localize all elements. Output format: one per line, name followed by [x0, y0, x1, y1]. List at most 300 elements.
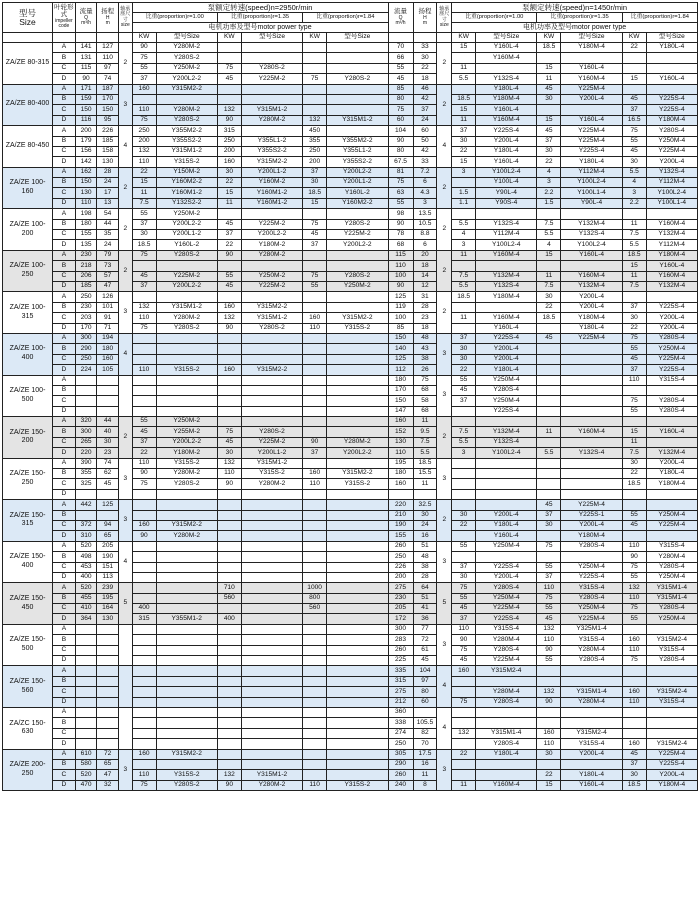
- kw-b-1450-cell: 15: [537, 115, 561, 125]
- kw-c-cell: 90: [303, 437, 327, 447]
- head-1450-cell: 24: [413, 115, 437, 125]
- flow-1450-cell: 205: [388, 604, 413, 614]
- flow-cell: 179: [75, 136, 97, 146]
- kw-a-cell: [132, 385, 156, 395]
- head-1450-cell: 31: [413, 292, 437, 302]
- type-header: 型号Size: [156, 33, 217, 43]
- type-b-cell: [241, 126, 302, 136]
- kw-c-cell: [303, 656, 327, 666]
- type-a-cell: Y160M1-2: [156, 188, 217, 198]
- kw-c-1450-cell: 75: [622, 126, 646, 136]
- type-a-cell: [156, 624, 217, 634]
- kw-a-cell: 110: [132, 313, 156, 323]
- flow-column-header-2: [388, 3, 413, 33]
- impeller-cell: C: [53, 146, 76, 156]
- impeller-cell: A: [53, 250, 76, 260]
- head-1450-cell: 18.5: [413, 458, 437, 468]
- flow-cell: 131: [75, 53, 97, 63]
- impeller-cell: B: [53, 302, 76, 312]
- model-cell: ZA/ZE 100-400: [3, 333, 53, 375]
- kw-a-1450-cell: [452, 209, 476, 219]
- flow-cell: 155: [75, 230, 97, 240]
- flow-cell: 200: [75, 126, 97, 136]
- head-1450-cell: 20: [413, 250, 437, 260]
- type-b-cell: Y180M-2: [241, 240, 302, 250]
- impeller-cell: B: [53, 219, 76, 229]
- impeller-cell: A: [53, 417, 76, 427]
- model-cell: ZA/ZE 80-450: [3, 126, 53, 168]
- kw-a-1450-cell: [452, 759, 476, 769]
- head-cell: 105: [97, 365, 119, 375]
- type-c-1450-cell: Y315S-4: [646, 541, 697, 551]
- type-c-cell: [327, 583, 388, 593]
- flow-cell: 470: [75, 780, 97, 790]
- kw-b-1450-cell: 55: [537, 656, 561, 666]
- type-a-1450-cell: Y180L-4: [476, 84, 537, 94]
- type-b-cell: Y280S-2: [241, 63, 302, 73]
- kw-c-cell: [303, 354, 327, 364]
- head-1450-cell: 6: [413, 240, 437, 250]
- kw-b-cell: [217, 687, 241, 697]
- impeller-cell: B: [53, 385, 76, 395]
- type-a-1450-cell: Y200L-4: [476, 354, 537, 364]
- type-c-1450-cell: Y200L-4: [646, 323, 697, 333]
- kw-c-1450-cell: 55: [622, 510, 646, 520]
- model-cell: ZA/ZE 150-315: [3, 500, 53, 542]
- head-1450-cell: 8: [413, 780, 437, 790]
- type-a-cell: Y200L2-2: [156, 74, 217, 84]
- flow-1450-cell: 240: [388, 780, 413, 790]
- type-c-1450-cell: Y225M-4: [646, 749, 697, 759]
- table-row: [3, 510, 698, 520]
- kw-b-cell: [217, 53, 241, 63]
- head-header-cn: 扬程: [101, 7, 115, 15]
- kw-a-cell: [132, 572, 156, 582]
- type-b-1450-cell: [561, 666, 622, 676]
- kw-a-cell: 250: [132, 126, 156, 136]
- type-c-1450-cell: Y225S-4: [646, 302, 697, 312]
- type-a-1450-cell: Y180L-4: [476, 365, 537, 375]
- impeller-cell: A: [53, 43, 76, 53]
- flow-1450-cell: 80: [388, 94, 413, 104]
- head-cell: 24: [97, 178, 119, 188]
- type-b-cell: Y160M1-2: [241, 198, 302, 208]
- head-1450-cell: 30: [413, 53, 437, 63]
- kw-b-cell: [217, 759, 241, 769]
- kw-b-1450-cell: 55: [537, 604, 561, 614]
- kw-b-1450-cell: 30: [537, 94, 561, 104]
- impeller-cell: B: [53, 344, 76, 354]
- kw-c-cell: [303, 105, 327, 115]
- type-a-cell: Y132S2-2: [156, 198, 217, 208]
- kw-c-1450-cell: 22: [622, 43, 646, 53]
- type-a-1450-cell: Y225S-4: [476, 126, 537, 136]
- table-row: [3, 198, 698, 208]
- kw-a-cell: [132, 708, 156, 718]
- kw-a-1450-cell: 160: [452, 666, 476, 676]
- type-c-cell: [327, 417, 388, 427]
- type-a-1450-cell: Y180L-4: [476, 146, 537, 156]
- head-cell: 54: [97, 209, 119, 219]
- table-row: [3, 541, 698, 551]
- head-1450-cell: 38: [413, 562, 437, 572]
- model-header-cn: 型号: [19, 8, 37, 18]
- type-b-1450-cell: Y160L-4: [561, 250, 622, 260]
- flow-cell: 142: [75, 157, 97, 167]
- kw-a-cell: 110: [132, 157, 156, 167]
- proportion-c-header-2: 比重(proportion)r=1.84: [622, 13, 697, 23]
- type-b-1450-cell: [561, 469, 622, 479]
- table-row: [3, 219, 698, 229]
- type-c-1450-cell: [646, 385, 697, 395]
- type-c-1450-cell: Y250M-4: [646, 136, 697, 146]
- table-row: [3, 469, 698, 479]
- type-a-1450-cell: Y132M-4: [476, 271, 537, 281]
- kw-b-cell: 45: [217, 437, 241, 447]
- type-b-cell: Y355S2-2: [241, 146, 302, 156]
- head-cell: 23: [97, 448, 119, 458]
- type-c-1450-cell: Y225M-4: [646, 520, 697, 530]
- kw-a-cell: 200: [132, 136, 156, 146]
- kw-a-cell: [132, 333, 156, 343]
- flow-cell: 325: [75, 479, 97, 489]
- kw-b-1450-cell: 22: [537, 157, 561, 167]
- kw-a-cell: [132, 728, 156, 738]
- type-a-cell: Y280S-2: [156, 115, 217, 125]
- type-header: 型号Size: [476, 33, 537, 43]
- flow-1450-cell: 119: [388, 302, 413, 312]
- head-1450-cell: 16: [413, 531, 437, 541]
- head-cell: 195: [97, 593, 119, 603]
- table-row: [3, 136, 698, 146]
- table-row: [3, 520, 698, 530]
- head-cell: 205: [97, 541, 119, 551]
- type-c-1450-cell: Y160L-4: [646, 261, 697, 271]
- flow-cell: 410: [75, 604, 97, 614]
- head-cell: [97, 718, 119, 728]
- type-c-cell: [327, 520, 388, 530]
- kw-a-1450-cell: 11: [452, 250, 476, 260]
- kw-a-1450-cell: [452, 531, 476, 541]
- kw-a-cell: [132, 593, 156, 603]
- kw-a-1450-cell: [452, 770, 476, 780]
- type-c-cell: [327, 770, 388, 780]
- type-a-1450-cell: Y250M-4: [476, 541, 537, 551]
- kw-b-cell: 160: [217, 157, 241, 167]
- kw-b-1450-cell: [537, 209, 561, 219]
- head-cell: [97, 697, 119, 707]
- type-a-cell: [156, 344, 217, 354]
- type-b-cell: [241, 53, 302, 63]
- flow-cell: [75, 728, 97, 738]
- kw-b-cell: 132: [217, 458, 241, 468]
- type-a-1450-cell: Y160L-4: [476, 105, 537, 115]
- kw-c-cell: 355: [303, 136, 327, 146]
- head-header-sym: H: [105, 14, 110, 21]
- type-c-1450-cell: [646, 500, 697, 510]
- kw-a-1450-cell: 5.5: [452, 74, 476, 84]
- blank-header-cell: [388, 33, 413, 43]
- blank-header-cell: [53, 33, 76, 43]
- kw-a-1450-cell: [452, 417, 476, 427]
- type-b-cell: Y200L1-2: [241, 167, 302, 177]
- head-1450-cell: 17.5: [413, 749, 437, 759]
- table-row: [3, 458, 698, 468]
- size-header-cn: 轴承座尺寸: [120, 6, 131, 23]
- table-row: [3, 292, 698, 302]
- type-a-cell: Y280S-2: [156, 323, 217, 333]
- type-c-1450-cell: Y280S-4: [646, 406, 697, 416]
- kw-header: KW: [452, 33, 476, 43]
- head-cell: 65: [97, 759, 119, 769]
- type-b-1450-cell: [561, 437, 622, 447]
- kw-a-cell: 75: [132, 53, 156, 63]
- head-cell: 73: [97, 261, 119, 271]
- type-b-cell: [241, 292, 302, 302]
- head-1450-cell: 60: [413, 126, 437, 136]
- type-c-1450-cell: Y315S-4: [646, 697, 697, 707]
- impeller-cell: D: [53, 157, 76, 167]
- kw-b-1450-cell: 4: [537, 240, 561, 250]
- head-1450-cell: 16: [413, 759, 437, 769]
- type-b-cell: [241, 728, 302, 738]
- type-c-cell: Y200L1-2: [327, 178, 388, 188]
- kw-b-cell: 22: [217, 178, 241, 188]
- kw-b-cell: [217, 552, 241, 562]
- type-c-1450-cell: Y225M-4: [646, 354, 697, 364]
- impeller-cell: B: [53, 510, 76, 520]
- type-b-cell: Y315M1-2: [241, 105, 302, 115]
- table-row: [3, 333, 698, 343]
- kw-b-cell: 160: [217, 302, 241, 312]
- head-1450-cell: 24: [413, 520, 437, 530]
- kw-c-1450-cell: 7.5: [622, 281, 646, 291]
- impeller-cell: C: [53, 437, 76, 447]
- table-row: [3, 614, 698, 624]
- type-a-1450-cell: [476, 209, 537, 219]
- head-cell: 62: [97, 469, 119, 479]
- type-c-1450-cell: Y280S-4: [646, 562, 697, 572]
- type-c-1450-cell: [646, 718, 697, 728]
- kw-a-cell: [132, 687, 156, 697]
- kw-b-1450-cell: 15: [537, 780, 561, 790]
- kw-c-cell: [303, 739, 327, 749]
- kw-c-1450-cell: 30: [622, 313, 646, 323]
- type-c-cell: [327, 604, 388, 614]
- kw-a-1450-cell: [452, 718, 476, 728]
- kw-c-1450-cell: [622, 728, 646, 738]
- type-c-cell: Y280S-2: [327, 74, 388, 84]
- kw-c-1450-cell: 37: [622, 302, 646, 312]
- table-row: [3, 271, 698, 281]
- kw-a-1450-cell: 1.5: [452, 188, 476, 198]
- kw-c-cell: [303, 572, 327, 582]
- kw-a-cell: 22: [132, 448, 156, 458]
- impeller-cell: A: [53, 749, 76, 759]
- type-a-1450-cell: Y160L-4: [476, 531, 537, 541]
- kw-a-cell: [132, 697, 156, 707]
- type-b-1450-cell: [561, 385, 622, 395]
- flow-1450-cell: 210: [388, 510, 413, 520]
- head-cell: [97, 385, 119, 395]
- kw-b-1450-cell: 75: [537, 593, 561, 603]
- kw-b-cell: [217, 510, 241, 520]
- impeller-cell: D: [53, 780, 76, 790]
- head-cell: 164: [97, 604, 119, 614]
- flow-header-cn: 流量: [79, 7, 93, 15]
- kw-b-1450-cell: 11: [537, 74, 561, 84]
- type-b-cell: [241, 718, 302, 728]
- type-a-1450-cell: Y280M-4: [476, 687, 537, 697]
- type-b-cell: [241, 572, 302, 582]
- table-row: [3, 562, 698, 572]
- type-b-cell: Y315S-2: [241, 469, 302, 479]
- type-a-1450-cell: Y132S-4: [476, 219, 537, 229]
- kw-c-cell: 37: [303, 167, 327, 177]
- kw-a-cell: 90: [132, 43, 156, 53]
- flow-cell: [75, 645, 97, 655]
- flow-cell: [75, 687, 97, 697]
- type-a-cell: Y315M2-2: [156, 749, 217, 759]
- table-row: [3, 74, 698, 84]
- flow-1450-cell: 290: [388, 759, 413, 769]
- type-a-cell: [156, 759, 217, 769]
- blank-header-cell: [75, 33, 97, 43]
- type-c-1450-cell: Y315M1-4: [646, 593, 697, 603]
- type-b-1450-cell: [561, 354, 622, 364]
- flow-1450-cell: 75: [388, 105, 413, 115]
- head-1450-cell: 33: [413, 157, 437, 167]
- kw-c-1450-cell: 160: [622, 739, 646, 749]
- kw-c-cell: 132: [303, 115, 327, 125]
- type-a-cell: Y160L-2: [156, 240, 217, 250]
- type-c-1450-cell: [646, 417, 697, 427]
- head-1450-cell: 36: [413, 614, 437, 624]
- kw-c-cell: [303, 385, 327, 395]
- impeller-cell: B: [53, 635, 76, 645]
- type-a-cell: [156, 261, 217, 271]
- type-a-1450-cell: Y180L-4: [476, 520, 537, 530]
- type-c-cell: [327, 250, 388, 260]
- type-b-1450-cell: [561, 552, 622, 562]
- type-a-1450-cell: Y160M-4: [476, 250, 537, 260]
- type-c-1450-cell: Y315S-4: [646, 645, 697, 655]
- type-b-1450-cell: Y132M-4: [561, 219, 622, 229]
- type-b-cell: Y280M-2: [241, 250, 302, 260]
- head-1450-cell: 18: [413, 323, 437, 333]
- impeller-cell: B: [53, 136, 76, 146]
- head-cell: 74: [97, 74, 119, 84]
- type-c-1450-cell: Y315M2-4: [646, 739, 697, 749]
- flow-1450-cell: 225: [388, 656, 413, 666]
- kw-b-1450-cell: 4: [537, 167, 561, 177]
- kw-a-cell: 110: [132, 365, 156, 375]
- flow-1450-cell: 104: [388, 126, 413, 136]
- kw-b-cell: 75: [217, 63, 241, 73]
- type-a-cell: [156, 562, 217, 572]
- type-a-cell: Y280M-2: [156, 105, 217, 115]
- type-b-1450-cell: Y180M-4: [561, 43, 622, 53]
- bearing-size-cell-1450: 2: [437, 417, 452, 459]
- kw-c-cell: [303, 770, 327, 780]
- kw-c-cell: [303, 261, 327, 271]
- kw-a-1450-cell: 5.5: [452, 219, 476, 229]
- kw-c-cell: [303, 708, 327, 718]
- head-cell: 47: [97, 281, 119, 291]
- type-b-1450-cell: Y112M-4: [561, 167, 622, 177]
- kw-c-1450-cell: 22: [622, 469, 646, 479]
- impeller-cell: B: [53, 718, 76, 728]
- kw-c-cell: 1000: [303, 583, 327, 593]
- table-row: [3, 593, 698, 603]
- head-1450-cell: 50: [413, 136, 437, 146]
- type-a-cell: [156, 593, 217, 603]
- type-b-cell: [241, 676, 302, 686]
- kw-a-1450-cell: 5.5: [452, 281, 476, 291]
- table-row: [3, 344, 698, 354]
- head-1450-cell: 23: [413, 313, 437, 323]
- kw-c-1450-cell: 45: [622, 354, 646, 364]
- type-c-cell: [327, 676, 388, 686]
- type-c-cell: [327, 759, 388, 769]
- impeller-header-cn: 叶轮形式: [54, 4, 74, 19]
- flow-1450-cell: [388, 489, 413, 499]
- blank-header-cell: [3, 33, 53, 43]
- kw-b-1450-cell: [537, 375, 561, 385]
- type-b-1450-cell: Y180M-4: [561, 313, 622, 323]
- bearing-size-cell: [118, 375, 132, 417]
- type-a-1450-cell: [476, 63, 537, 73]
- kw-c-1450-cell: 37: [622, 365, 646, 375]
- flow-1450-cell: 78: [388, 230, 413, 240]
- kw-c-1450-cell: 7.5: [622, 230, 646, 240]
- type-c-1450-cell: Y180M-4: [646, 250, 697, 260]
- flow-cell: [75, 676, 97, 686]
- bearing-size-cell: 4: [118, 126, 132, 168]
- flow-cell: 130: [75, 188, 97, 198]
- type-c-1450-cell: Y160M-4: [646, 271, 697, 281]
- head-1450-cell: 48: [413, 552, 437, 562]
- type-b-cell: Y160M-2: [241, 178, 302, 188]
- table-row: [3, 178, 698, 188]
- flow-header-unit: m³/h: [81, 19, 92, 26]
- head-cell: 72: [97, 749, 119, 759]
- flow-1450-cell: 260: [388, 541, 413, 551]
- flow-cell: 520: [75, 541, 97, 551]
- head-cell: 151: [97, 562, 119, 572]
- type-b-cell: [241, 333, 302, 343]
- kw-a-cell: 55: [132, 209, 156, 219]
- table-row: [3, 146, 698, 156]
- kw-b-cell: [217, 718, 241, 728]
- kw-a-cell: 22: [132, 167, 156, 177]
- kw-c-cell: [303, 531, 327, 541]
- kw-a-cell: [132, 375, 156, 385]
- kw-a-cell: [132, 759, 156, 769]
- kw-c-cell: 110: [303, 479, 327, 489]
- kw-c-1450-cell: [622, 624, 646, 634]
- flow-cell: [75, 697, 97, 707]
- kw-c-1450-cell: [622, 84, 646, 94]
- impeller-cell: D: [53, 614, 76, 624]
- head-cell: 194: [97, 333, 119, 343]
- table-row: [3, 739, 698, 749]
- kw-a-1450-cell: 7.5: [452, 427, 476, 437]
- type-a-1450-cell: Y250M-4: [476, 593, 537, 603]
- size-column-header: [118, 3, 132, 33]
- kw-c-1450-cell: [622, 500, 646, 510]
- impeller-cell: C: [53, 645, 76, 655]
